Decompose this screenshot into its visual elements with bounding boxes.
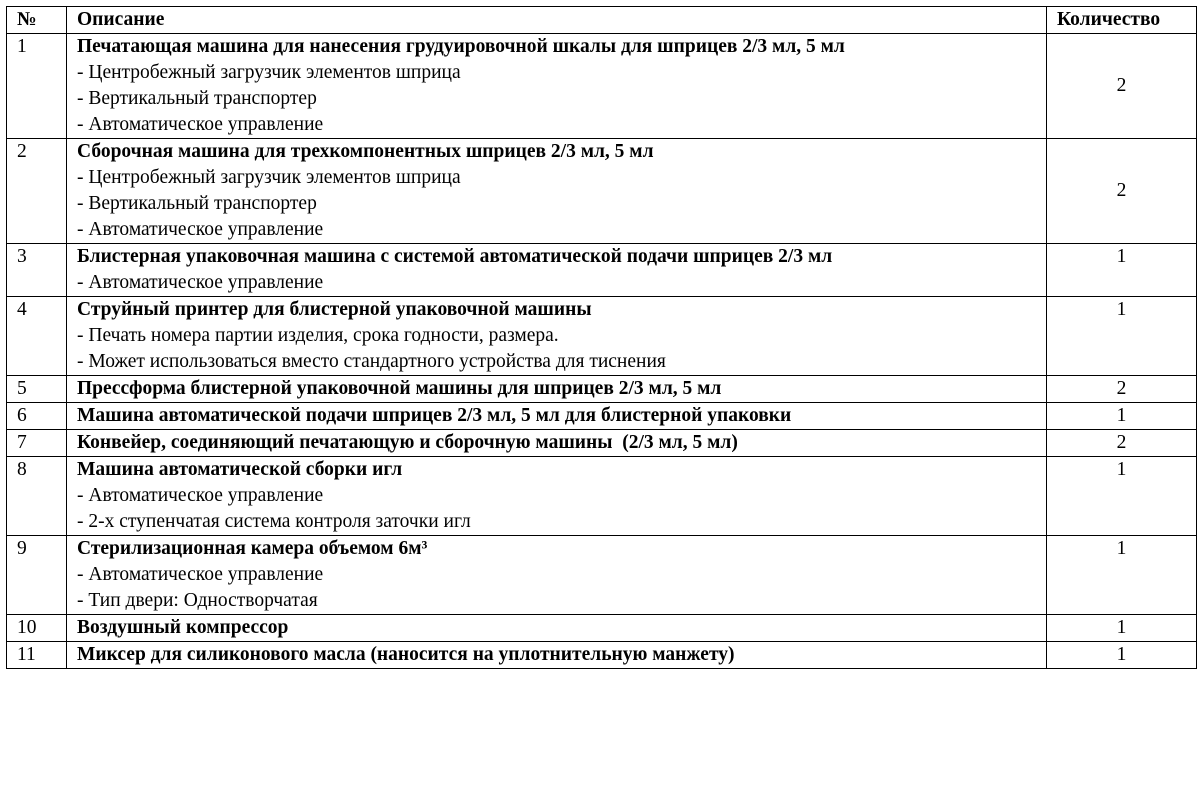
row-detail: - Автоматическое управление [77, 219, 324, 240]
table-row [7, 430, 1197, 457]
table-row [7, 403, 1197, 430]
row-quantity: 2 [1047, 376, 1197, 403]
row-title: Печатающая машина для нанесения грудуировочной шкалы для шприцев 2/3 мл, 5 мл [77, 36, 845, 57]
row-quantity: 1 [1047, 536, 1197, 615]
row-title: Машина автоматической сборки игл [77, 459, 403, 480]
row-title: Машина автоматической подачи шприцев 2/3 мл, 5 мл для блистерной упаковки [77, 405, 792, 426]
row-description [67, 376, 1047, 403]
table-row [7, 457, 1197, 536]
row-number: 5 [7, 376, 67, 403]
row-number: 2 [7, 139, 67, 244]
row-description [67, 536, 1047, 615]
table-row [7, 615, 1197, 642]
row-quantity: 1 [1047, 615, 1197, 642]
row-description [67, 457, 1047, 536]
row-detail: - Печать номера партии изделия, срока годности, размера. [77, 325, 559, 346]
table-row [7, 536, 1197, 615]
row-title: Воздушный компрессор [77, 617, 289, 638]
row-number: 4 [7, 297, 67, 376]
row-description [67, 244, 1047, 297]
row-description [67, 642, 1047, 669]
row-title: Миксер для силиконового масла (наносится на уплотнительную манжету) [77, 644, 735, 665]
row-quantity: 1 [1047, 244, 1197, 297]
header-number: № [7, 7, 67, 34]
table-row [7, 297, 1197, 376]
row-detail: - Центробежный загрузчик элементов шприца [77, 62, 461, 83]
row-number: 9 [7, 536, 67, 615]
header-description: Описание [67, 7, 1047, 34]
row-detail: - Автоматическое управление [77, 485, 324, 506]
row-description [67, 139, 1047, 244]
table-row [7, 34, 1197, 139]
row-description [67, 430, 1047, 457]
row-detail: - 2-х ступенчатая система контроля заточки игл [77, 511, 471, 532]
row-description [67, 297, 1047, 376]
row-title: Прессформа блистерной упаковочной машины для шприцев 2/3 мл, 5 мл [77, 378, 722, 399]
row-quantity: 1 [1047, 642, 1197, 669]
row-quantity: 1 [1047, 297, 1197, 376]
row-detail: - Вертикальный транспортер [77, 88, 317, 109]
row-detail: - Центробежный загрузчик элементов шприца [77, 167, 461, 188]
row-number: 11 [7, 642, 67, 669]
row-description [67, 34, 1047, 139]
row-number: 10 [7, 615, 67, 642]
row-number: 8 [7, 457, 67, 536]
row-number: 1 [7, 34, 67, 139]
row-title: Струйный принтер для блистерной упаковочной машины [77, 299, 592, 320]
row-number: 7 [7, 430, 67, 457]
row-title: Сборочная машина для трехкомпонентных шприцев 2/3 мл, 5 мл [77, 141, 654, 162]
row-detail: - Автоматическое управление [77, 564, 324, 585]
table-row [7, 244, 1197, 297]
row-detail: - Вертикальный транспортер [77, 193, 317, 214]
table-row [7, 642, 1197, 669]
row-title: Стерилизационная камера объемом 6м³ [77, 538, 428, 559]
header-quantity: Количество [1047, 7, 1197, 34]
row-quantity: 2 [1047, 139, 1197, 244]
header-row [7, 7, 1197, 34]
row-quantity: 2 [1047, 430, 1197, 457]
row-quantity: 2 [1047, 34, 1197, 139]
row-quantity: 1 [1047, 403, 1197, 430]
table-row [7, 376, 1197, 403]
row-description [67, 615, 1047, 642]
row-detail: - Может использоваться вместо стандартного устройства для тиснения [77, 351, 666, 372]
row-number: 6 [7, 403, 67, 430]
row-title: Конвейер, соединяющий печатающую и сборочную машины (2/3 мл, 5 мл) [77, 432, 738, 453]
row-quantity: 1 [1047, 457, 1197, 536]
row-title: Блистерная упаковочная машина с системой автоматической подачи шприцев 2/3 мл [77, 246, 833, 267]
table-row [7, 139, 1197, 244]
equipment-table [6, 6, 1197, 669]
row-detail: - Тип двери: Одностворчатая [77, 590, 318, 611]
row-number: 3 [7, 244, 67, 297]
row-detail: - Автоматическое управление [77, 272, 324, 293]
row-detail: - Автоматическое управление [77, 114, 324, 135]
row-description [67, 403, 1047, 430]
